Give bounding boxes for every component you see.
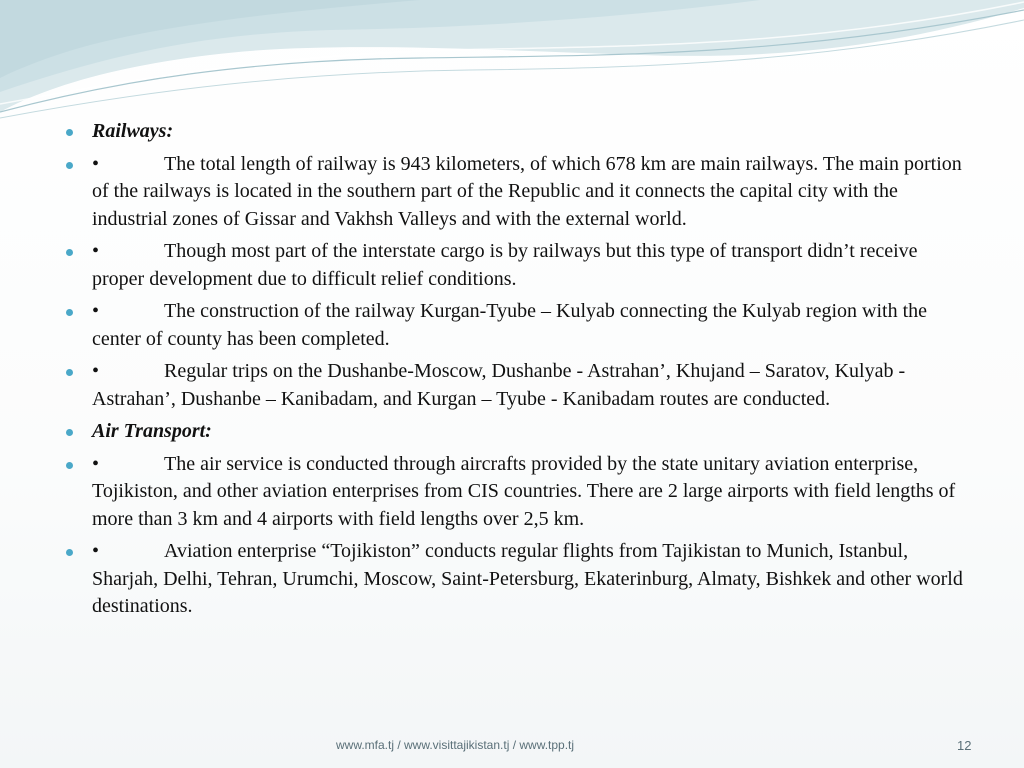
bullet-text: Regular trips on the Dushanbe-Moscow, Dushanbe - Astrahan’, Khujand – Saratov, Kulyab -Astrahan’, Dushanbe – Kanibadam, and Kurgan – Tyube - Kanibadam routes are conducted. [92,360,906,410]
bullet-dot-icon [66,462,73,469]
bullet-dot-icon [66,369,73,376]
footer-links: www.mfa.tj / www.visittajikistan.tj / www.tpp.tj [336,738,575,752]
bullet-text: Aviation enterprise “Tojikiston” conducts regular flights from Tajikistan to Munich, Istanbul, Sharjah, Delhi, Tehran, Urumchi, Moscow, Saint-Petersburg, Ekaterinburg, Almaty, Bishkek and other world destinations. [92,540,963,617]
bullet-text: Though most part of the interstate cargo is by railways but this type of transport didn’t receive proper development due to difficult relief conditions. [92,240,918,290]
bullet-heading-air-transport [66,418,966,446]
bullet-item [66,358,966,413]
bullet-text: The construction of the railway Kurgan-Tyube – Kulyab connecting the Kulyab region with the center of county has been completed. [92,300,928,350]
sub-bullet-char: • [92,300,100,322]
bullet-dot-icon [66,549,73,556]
bullet-dot-icon [66,249,73,256]
bullet-dot-icon [66,309,73,316]
bullet-text: The air service is conducted through aircrafts provided by the state unitary aviation enterprise, Tojikiston, and other aviation enterprises from CIS countries. There are 2 large airports with field lengths of more than 3 km and 4 airports with field lengths over 2,5 km. [92,452,956,530]
section-heading: Railways: [92,120,174,142]
bullet-item [66,298,966,353]
bullet-dot-icon [66,129,73,136]
header-wave-decoration [0,0,1024,130]
bullet-item [66,151,966,234]
bullet-heading-railways [66,118,966,146]
bullet-item [66,238,966,293]
page-number: 12 [957,738,972,753]
section-heading: Air Transport: [92,420,212,442]
bullet-text: The total length of railway is 943 kilometers, of which 678 km are main railways. The main portion of the railways is located in the southern part of the Republic and it connects the capital city with the industrial zones of Gissar and Vakhsh Valleys and with the external world. [92,152,962,230]
bullet-dot-icon [66,429,73,436]
sub-bullet-char: • [92,240,100,262]
sub-bullet-char: • [92,152,100,175]
bullet-dot-icon [66,162,73,169]
sub-bullet-char: • [92,360,100,382]
sub-bullet-char: • [92,540,100,562]
bullet-item [66,538,966,621]
sub-bullet-char: • [92,452,100,475]
slide-body [66,118,966,626]
bullet-item [66,451,966,534]
